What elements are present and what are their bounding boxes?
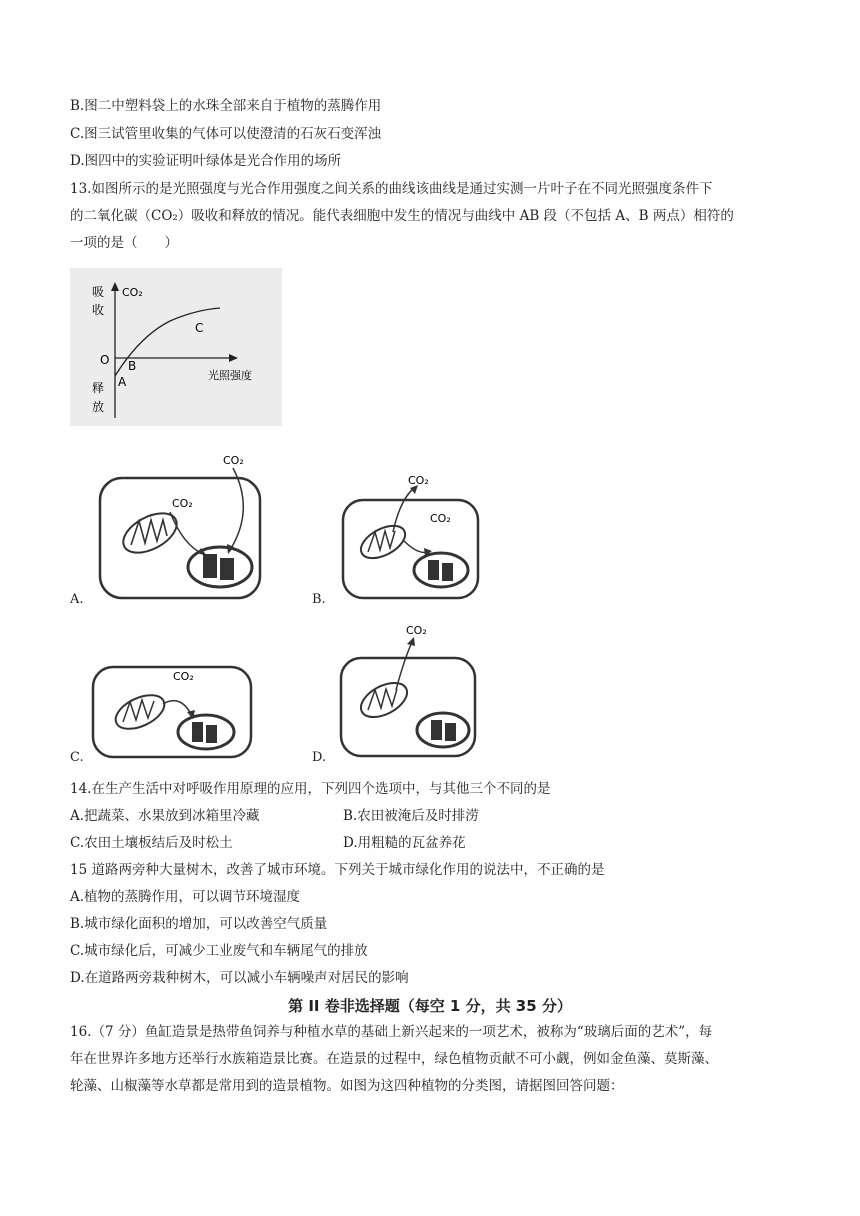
graph-origin-label: O bbox=[100, 353, 110, 367]
graph-point-a: A bbox=[118, 375, 127, 389]
option-d-co2-label: CO₂ bbox=[406, 624, 427, 637]
q14-option-d: D.用粗糙的瓦盆养花 bbox=[343, 835, 466, 851]
graph-absorb-label-2: 收 bbox=[92, 303, 105, 317]
option-b-co2-inside: CO₂ bbox=[430, 512, 451, 525]
q12-option-d: D.图四中的实验证明叶绿体是光合作用的场所 bbox=[70, 153, 342, 169]
q15-stem: 15 道路两旁种大量树木，改善了城市环境。下列关于城市绿化作用的说法中，不正确的是 bbox=[70, 862, 605, 878]
graph-point-b: B bbox=[128, 359, 137, 373]
graph-co2-label: CO₂ bbox=[122, 286, 143, 299]
chloroplast-icon bbox=[417, 713, 469, 747]
q14-stem: 14.在生产生活中对呼吸作用原理的应用，下列四个选项中，与其他三个不同的是 bbox=[70, 781, 551, 797]
mitochondrion-icon bbox=[355, 676, 412, 724]
q14-option-a: A.把蔬菜、水果放到冰箱里冷藏 bbox=[70, 808, 260, 824]
q15-option-b: B.城市绿化面积的增加，可以改善空气质量 bbox=[70, 916, 328, 932]
mitochondrion-icon bbox=[117, 505, 183, 560]
q16-line2: 年在世界许多地方还举行水族箱造景比赛。在造景的过程中，绿色植物贡献不可小觑，例如金鱼藻、莫斯藻、 bbox=[70, 1051, 718, 1067]
q15-option-c: C.城市绿化后，可减少工业废气和车辆尾气的排放 bbox=[70, 943, 368, 959]
q14-option-c: C.农田土壤板结后及时松土 bbox=[70, 835, 233, 851]
chloroplast-icon bbox=[414, 553, 468, 587]
q15-option-a: A.植物的蒸腾作用，可以调节环境湿度 bbox=[70, 889, 301, 905]
q16-line3: 轮藻、山椒藻等水草都是常用到的造景植物。如图为这四种植物的分类图，请据图回答问题： bbox=[70, 1078, 624, 1094]
option-a-cell-diagram bbox=[95, 450, 270, 602]
q16-line1: 16.（7 分）鱼缸造景是热带鱼饲养与种植水草的基础上新兴起来的一项艺术，被称为“玻璃后面的艺术”，每 bbox=[70, 1024, 713, 1040]
mitochondrion-icon bbox=[356, 519, 411, 564]
chloroplast-icon bbox=[178, 715, 234, 749]
option-b-co2-outside: CO₂ bbox=[408, 474, 429, 487]
mitochondrion-icon bbox=[111, 688, 170, 735]
section-heading: 第 II 卷非选择题（每空 1 分，共 35 分） bbox=[288, 997, 572, 1015]
graph-absorb-label-1: 吸 bbox=[92, 285, 105, 299]
option-c-cell-diagram bbox=[88, 662, 258, 762]
q15-option-d: D.在道路两旁栽种树木，可以减小车辆噪声对居民的影响 bbox=[70, 970, 409, 986]
q13-stem-line1: 13.如图所示的是光照强度与光合作用强度之间关系的曲线该曲线是通过实测一片叶子在不同光照强度条件下 bbox=[70, 181, 713, 197]
option-b-cell-diagram bbox=[338, 470, 488, 602]
q12-option-c: C.图三试管里收集的气体可以使澄清的石灰石变浑浊 bbox=[70, 126, 382, 142]
option-d-cell-diagram bbox=[336, 620, 481, 762]
option-c-label: C. bbox=[70, 750, 84, 765]
q14-option-b: B.农田被淹后及时排涝 bbox=[343, 808, 479, 824]
graph-release-label-1: 释 bbox=[92, 381, 105, 395]
option-b-label: B. bbox=[312, 592, 326, 607]
q12-option-b: B.图二中塑料袋上的水珠全部来自于植物的蒸腾作用 bbox=[70, 98, 382, 114]
option-c-co2-label: CO₂ bbox=[173, 670, 194, 683]
graph-release-label-2: 放 bbox=[92, 400, 105, 414]
light-intensity-graph bbox=[70, 268, 282, 426]
option-a-label: A. bbox=[70, 592, 84, 607]
q13-stem-line3: 一项的是（ ） bbox=[70, 235, 178, 251]
graph-point-c: C bbox=[195, 321, 204, 335]
q13-stem-line2: 的二氧化碳（CO₂）吸收和释放的情况。能代表细胞中发生的情况与曲线中 AB 段（不包括 A、B 两点）相符的 bbox=[70, 208, 734, 224]
option-d-label: D. bbox=[312, 750, 327, 765]
graph-xaxis-label: 光照强度 bbox=[208, 369, 252, 382]
option-a-co2-inside: CO₂ bbox=[172, 497, 193, 510]
option-a-co2-outside: CO₂ bbox=[223, 454, 244, 467]
